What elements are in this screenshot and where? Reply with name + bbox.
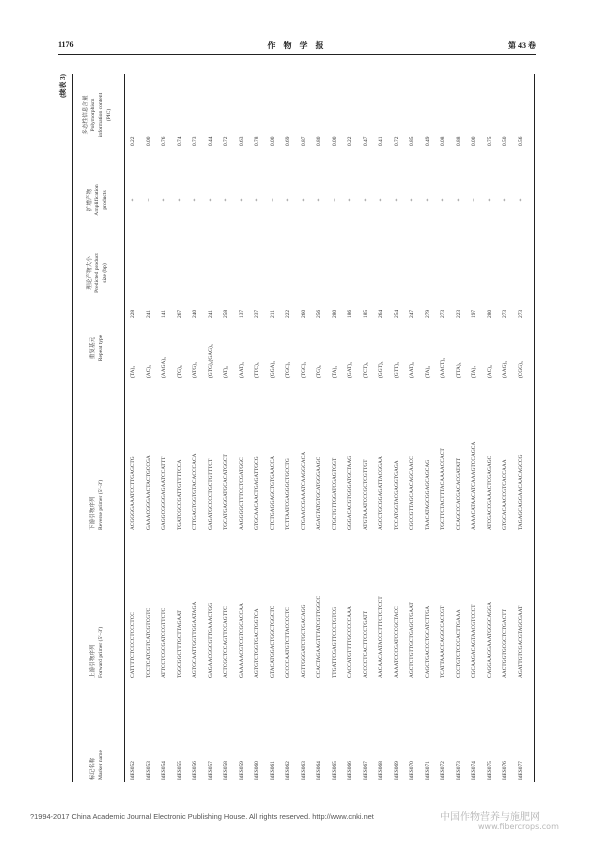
cell-pic: 0.73 (192, 136, 198, 146)
col-header-line: 标记名称 (90, 757, 97, 780)
cell-product-size: 222 (285, 309, 291, 318)
cell-reverse-primer: TGATCGCCGATTGTTTTCCA (176, 459, 183, 530)
cell-pic: 0.22 (347, 136, 353, 146)
cell-repeat-type: (GTG)₅(GAG)₅ (207, 344, 214, 378)
col-header-line: Amplification (94, 184, 101, 216)
cell-pic: 0.00 (145, 136, 152, 146)
cell-product-size: 258 (223, 309, 229, 318)
cell-pic: 0.75 (486, 136, 493, 146)
cell-pic: 0.44 (207, 136, 214, 146)
cell-marker-name: IdES053 (145, 761, 152, 780)
cell-forward-primer: AGTGCAATTGGTTGGAATAGA (192, 601, 198, 678)
cell-marker-name: IdES066 (347, 761, 353, 780)
cell-pic: 0.72 (393, 136, 400, 146)
cell-forward-primer: GCCCCAATGTCTTACCCCTC (285, 607, 291, 678)
cell-forward-primer: CAGGAAGGAAATGGGCAGGA (486, 601, 493, 678)
col-header-line: products (101, 190, 108, 210)
cell-reverse-primer: AAAACATAACATCAAAGTCCAGCA (471, 441, 477, 530)
cell-amplification: + (409, 198, 415, 202)
cell-forward-primer: GAAAAACGTCGTCGCACCAA (238, 603, 245, 678)
copyright-notice: ?1994-2017 China Academic Journal Electronic Publishing House. All rights reserved. http://www.cnki.net (30, 812, 374, 821)
cell-product-size: 241 (207, 309, 214, 318)
cell-marker-name: IdES064 (316, 761, 322, 780)
cell-amplification: + (254, 198, 260, 202)
cell-pic: 0.50 (502, 136, 508, 146)
cell-marker-name: IdES077 (517, 761, 524, 780)
cell-marker-name: IdES071 (424, 761, 431, 780)
col-header-reverse-primer (72, 420, 124, 530)
cell-reverse-primer: ATCGACCGAAACTCGAGAGC (486, 455, 493, 530)
cell-amplification: + (192, 198, 198, 202)
col-header-line: Marker name (98, 750, 104, 780)
cell-forward-primer: ACCCCTCACTTCCCTGATT (362, 610, 369, 678)
table-row (312, 68, 328, 788)
cell-reverse-primer: GAAACGGGAACTACTGCCGA (145, 455, 152, 530)
col-header-line: (PIC) (105, 108, 112, 122)
cell-repeat-type: (ATG)₅ (192, 362, 198, 378)
cell-amplification: – (269, 198, 276, 202)
cell-forward-primer: GAGAACGGCGTTGAAACTGG (207, 602, 214, 678)
cell-reverse-primer: CCAGCCCACGACACGATATT (455, 457, 462, 530)
cell-amplification: + (223, 198, 229, 202)
cell-reverse-primer: TGCTTCTACTTTACAAAACCACT (440, 448, 446, 530)
header-rule (58, 54, 536, 55)
cell-product-size: 280 (331, 309, 338, 318)
cell-repeat-type: (TGC)₅ (300, 361, 307, 378)
cell-reverse-primer: GTGCACAACCGTCACCAAA (502, 459, 508, 530)
cell-repeat-type: (TTC)₅ (254, 362, 260, 378)
cell-pic: 0.47 (362, 136, 369, 146)
table-row (452, 68, 468, 788)
cell-marker-name: IdES062 (285, 761, 291, 780)
cell-repeat-type: (AAT)₅ (238, 362, 245, 378)
cell-amplification: + (378, 198, 384, 202)
cell-marker-name: IdES056 (192, 761, 198, 780)
table-bottom-rule (534, 74, 535, 782)
cell-reverse-primer: TAGAGCAGGAACAACAGCCG (517, 454, 524, 530)
cell-marker-name: IdES055 (176, 761, 183, 780)
cell-repeat-type: (GAT)₅ (347, 362, 353, 378)
table-header-rule (124, 74, 125, 782)
table-row (390, 68, 406, 788)
cell-forward-primer: TCATTAAACCAGGCCACCGT (440, 605, 446, 678)
cell-amplification: – (471, 198, 477, 202)
cell-marker-name: IdES067 (362, 761, 369, 780)
cell-pic: 0.72 (223, 136, 229, 146)
cell-forward-primer: AGCTCTGTTGCTGAGCTGAAT (409, 602, 415, 678)
table-row (436, 68, 452, 788)
cell-product-size: 185 (362, 309, 369, 318)
cell-marker-name: IdES054 (161, 761, 167, 780)
cell-product-size: 279 (424, 309, 431, 318)
cell-marker-name: IdES069 (393, 761, 400, 780)
col-header-line: Repeat type (98, 334, 104, 362)
rotated-table-region (50, 68, 550, 788)
cell-repeat-type: (AAG)₅ (502, 360, 508, 378)
cell-forward-primer: CACCATGTTTTGCCCCCAAA (347, 606, 353, 678)
table-row (157, 68, 173, 788)
cell-product-size: 260 (300, 309, 307, 318)
cell-reverse-primer: CTGAACCGAAATCAAGGCACA (300, 451, 307, 530)
cell-product-size: 211 (269, 310, 276, 318)
col-header-line: 扩增产物 (86, 188, 93, 212)
cell-product-size: 137 (238, 309, 245, 318)
cell-product-size: 256 (316, 309, 322, 318)
cell-repeat-type: (TA)₆ (424, 365, 431, 378)
cell-repeat-type: (TG)₆ (176, 365, 183, 378)
cell-repeat-type: (CGG)₅ (517, 361, 524, 378)
cell-amplification: + (455, 198, 462, 202)
table-row (498, 68, 514, 788)
cell-product-size: 247 (409, 309, 415, 318)
cell-repeat-type: (AAT)₆ (409, 362, 415, 378)
table-row (343, 68, 359, 788)
cell-product-size: 280 (486, 309, 493, 318)
cell-reverse-primer: GAGATGCCCCTGCTGTTTCT (207, 458, 214, 530)
cell-reverse-primer: AAGGGGCTTTCCTCGATGGC (238, 457, 245, 530)
cell-product-size: 273 (440, 309, 446, 318)
cell-marker-name: IdES074 (471, 761, 477, 780)
cell-marker-name: IdES063 (300, 761, 307, 780)
table-row (421, 68, 437, 788)
watermark-url: www.fibercrops.com (478, 822, 559, 831)
col-header-line: 理论产物大小 (86, 256, 93, 290)
cell-forward-primer: CCCTGTCTCCCACTTGAAA (455, 609, 462, 678)
cell-product-size: 240 (192, 309, 198, 318)
cell-forward-primer: TGGCGGCTTTGCTTAGAAT (176, 610, 183, 678)
cell-forward-primer: TTGATTCGAGTTCCCTGTCG (331, 607, 338, 678)
cell-repeat-type: (TA)₇ (471, 365, 477, 378)
cell-forward-primer: CAGCTGACCCTGCATCTTGA (424, 605, 431, 678)
cell-marker-name: IdES065 (331, 761, 338, 780)
cell-product-size: 273 (502, 309, 508, 318)
cell-amplification: + (517, 198, 524, 202)
cell-amplification: + (300, 198, 307, 202)
cell-reverse-primer: GGGACACGTGGGATGCTAAG (347, 455, 353, 530)
cell-product-size: 197 (471, 309, 477, 318)
cell-repeat-type: (AC)₅ (145, 365, 152, 378)
cell-product-size: 254 (393, 309, 400, 318)
cell-forward-primer: CATTTTCTCCCCTCCCTCC (130, 612, 136, 678)
col-header-line: Reverse primer (5′–3′) (98, 479, 104, 530)
cell-amplification: + (393, 198, 400, 202)
cell-reverse-primer: CTCTGAGGAGCTGTGAACCA (269, 456, 276, 530)
cell-forward-primer: ACTCGCTCCAGTTCCAGTTC (223, 606, 229, 678)
cell-forward-primer: AAAATCCCGATCCCGCTACC (393, 606, 400, 678)
running-head (58, 40, 536, 54)
cell-marker-name: IdES058 (223, 761, 229, 780)
cell-marker-name: IdES072 (440, 761, 446, 780)
cell-amplification: + (347, 198, 353, 202)
cell-product-size: 267 (176, 309, 183, 318)
table-row (266, 68, 282, 788)
col-header-amplification (72, 160, 124, 240)
table-row (126, 68, 142, 788)
table-row (281, 68, 297, 788)
cell-product-size: 228 (130, 309, 136, 318)
cell-repeat-type: (AACT)₅ (440, 357, 446, 378)
cell-amplification: + (238, 198, 245, 202)
cell-amplification: + (316, 198, 322, 202)
table-row (374, 68, 390, 788)
col-header-repeat-type (72, 318, 124, 378)
cell-pic: 0.76 (161, 136, 167, 146)
cell-repeat-type: (GGT)₅ (378, 361, 384, 378)
cell-reverse-primer: GTGCAACAACTGAGATTGCG (254, 456, 260, 530)
col-header-line: 下游引物序列 (90, 496, 97, 530)
cell-reverse-primer: AGAGTATGTGCATGGGAAGC (316, 456, 322, 530)
cell-amplification: + (130, 198, 136, 202)
cell-marker-name: IdES070 (409, 761, 415, 780)
cell-forward-primer: AGTTGGGATCTGCTGACAGG (300, 604, 307, 678)
watermark-text: 中国作物营养与施肥网 (440, 812, 540, 823)
cell-amplification: + (285, 198, 291, 202)
cell-reverse-primer: ACGGGGAAATCCTTGAGCTG (130, 456, 136, 530)
col-header-line: 重复基元 (90, 336, 97, 360)
cell-forward-primer: AGTGTCTGGTGACTGGTCA (254, 608, 260, 678)
cell-pic: 0.74 (176, 136, 183, 146)
table-row (188, 68, 204, 788)
table-row (359, 68, 375, 788)
col-header-pic (72, 70, 124, 160)
cell-reverse-primer: CTGCTGTTGGATCGAGTGGT (331, 457, 338, 530)
cell-reverse-primer: TGCATGAGGATGCACATGGCT (223, 454, 229, 530)
journal-title: 作 物 学 报 (267, 41, 327, 50)
cell-amplification: – (145, 198, 152, 202)
cell-amplification: + (362, 198, 369, 202)
cell-pic: 0.85 (409, 136, 415, 146)
cell-forward-primer: AGATTGTCGACGTAGCGAAT (517, 605, 524, 678)
col-header-line: Predicted product (94, 253, 101, 293)
cell-repeat-type: (GGA)₅ (269, 360, 276, 378)
col-header-line: size (bp) (101, 263, 108, 283)
cell-amplification: + (176, 198, 183, 202)
cell-amplification: – (331, 198, 338, 202)
table-row (235, 68, 251, 788)
cell-amplification: + (424, 198, 431, 202)
cell-marker-name: IdES052 (130, 761, 136, 780)
cell-reverse-primer: TCTTAATCGAGGGCTGCCTG (285, 458, 291, 530)
cell-repeat-type: (TA)₅ (331, 365, 338, 378)
table-row (142, 68, 158, 788)
cell-forward-primer: CCACTAGAAGTTTATCGTTGGCC (316, 595, 322, 678)
cell-pic: 0.41 (378, 136, 384, 146)
cell-reverse-primer: TCCATGGTACGAGGTGAGA (393, 460, 400, 530)
cell-reverse-primer: GAGGCGGGGAGAATCCATTT (161, 456, 167, 530)
cell-forward-primer: CGCAAGACAGTAACGTCCCT (471, 604, 477, 678)
cell-pic: 0.78 (254, 136, 260, 146)
cell-forward-primer: ATTCCTCGCGATCCGTTCTC (161, 607, 167, 678)
cell-repeat-type: (GTT)₅ (393, 362, 400, 378)
table-row (250, 68, 266, 788)
col-header-marker-name (72, 710, 124, 780)
cell-reverse-primer: CTTGAGTGGTGTACACCCACA (192, 453, 198, 530)
col-header-product-size (72, 228, 124, 318)
table-row (204, 68, 220, 788)
cell-amplification: + (486, 198, 493, 202)
cell-product-size: 223 (455, 309, 462, 318)
table-row (467, 68, 483, 788)
table-header (72, 68, 124, 788)
cell-marker-name: IdES060 (254, 761, 260, 780)
cell-amplification: + (207, 198, 214, 202)
table-row (405, 68, 421, 788)
cell-reverse-primer: AGCCTGCGGAGATTACGGAA (378, 456, 384, 530)
cell-amplification: + (502, 198, 508, 202)
cell-marker-name: IdES076 (502, 761, 508, 780)
table-row (173, 68, 189, 788)
cell-pic: 0.00 (269, 136, 276, 146)
cell-product-size: 273 (517, 309, 524, 318)
cell-forward-primer: GTACATGGACTGGCTGGCTC (269, 605, 276, 678)
cell-repeat-type: (TTA)₅ (455, 362, 462, 378)
cell-reverse-primer: CGCCGTTAGCAACAGCAACC (409, 456, 415, 530)
table-row (514, 68, 530, 788)
table-row (219, 68, 235, 788)
cell-pic: 0.88 (455, 136, 462, 146)
cell-repeat-type: (AC)₆ (486, 365, 493, 378)
cell-repeat-type: (TA)₅ (130, 365, 136, 378)
primer-table (50, 68, 550, 788)
cell-repeat-type: (TG)₆ (316, 365, 322, 378)
cell-marker-name: IdES075 (486, 761, 493, 780)
cell-forward-primer: AACAACAATACCCTTTCTCTCCT (378, 596, 384, 678)
cell-product-size: 141 (161, 309, 167, 318)
table-row (297, 68, 313, 788)
cell-product-size: 241 (145, 309, 152, 318)
cell-reverse-primer: TAACATAGCGGAGCAGCAG (424, 459, 431, 530)
cell-product-size: 186 (347, 309, 353, 318)
cell-marker-name: IdES073 (455, 761, 462, 780)
cell-pic: 0.49 (424, 136, 431, 146)
cell-repeat-type: (AT)₆ (223, 365, 229, 378)
cell-pic: 0.22 (130, 136, 136, 146)
cell-pic: 0.00 (471, 136, 477, 146)
cell-amplification: + (161, 198, 167, 202)
cell-reverse-primer: ATGTAAATCCCGCTCGTTGT (362, 459, 369, 530)
cell-pic: 0.63 (238, 136, 245, 146)
cell-repeat-type: (TCT)₅ (362, 362, 369, 378)
cell-marker-name: IdES061 (269, 761, 276, 780)
col-header-line: information content (98, 92, 104, 138)
cell-product-size: 237 (254, 309, 260, 318)
cell-pic: 0.69 (285, 136, 291, 146)
cell-forward-primer: AACTGGTGCGCTCTGACTT (502, 609, 508, 678)
volume-label: 第 43 卷 (508, 41, 536, 50)
cell-pic: 0.08 (440, 136, 446, 146)
cell-marker-name: IdES059 (238, 761, 245, 780)
cell-repeat-type: (TGC)₅ (285, 361, 291, 378)
page-number: 1176 (58, 40, 74, 49)
table-row (483, 68, 499, 788)
cell-amplification: + (440, 198, 446, 202)
table-continued-label: (续表 3) (59, 74, 67, 98)
cell-pic: 0.80 (316, 136, 322, 146)
table-row (328, 68, 344, 788)
cell-marker-name: IdES057 (207, 761, 214, 780)
col-header-line: 上游引物序列 (90, 644, 97, 678)
col-header-line: Polymorphism (90, 98, 97, 132)
cell-product-size: 264 (378, 309, 384, 318)
col-header-forward-primer (72, 568, 124, 678)
cell-repeat-type: (AAGA)₅ (161, 356, 167, 378)
cell-pic: 0.56 (517, 136, 524, 146)
col-header-line: Forward primer (5′–3′) (98, 626, 104, 678)
cell-marker-name: IdES068 (378, 761, 384, 780)
cell-pic: 0.87 (300, 136, 307, 146)
cell-pic: 0.00 (331, 136, 338, 146)
cell-forward-primer: TCCTCATCGTCATCGTCGTC (145, 607, 152, 678)
col-header-line: 多态性信息含量 (82, 95, 89, 135)
